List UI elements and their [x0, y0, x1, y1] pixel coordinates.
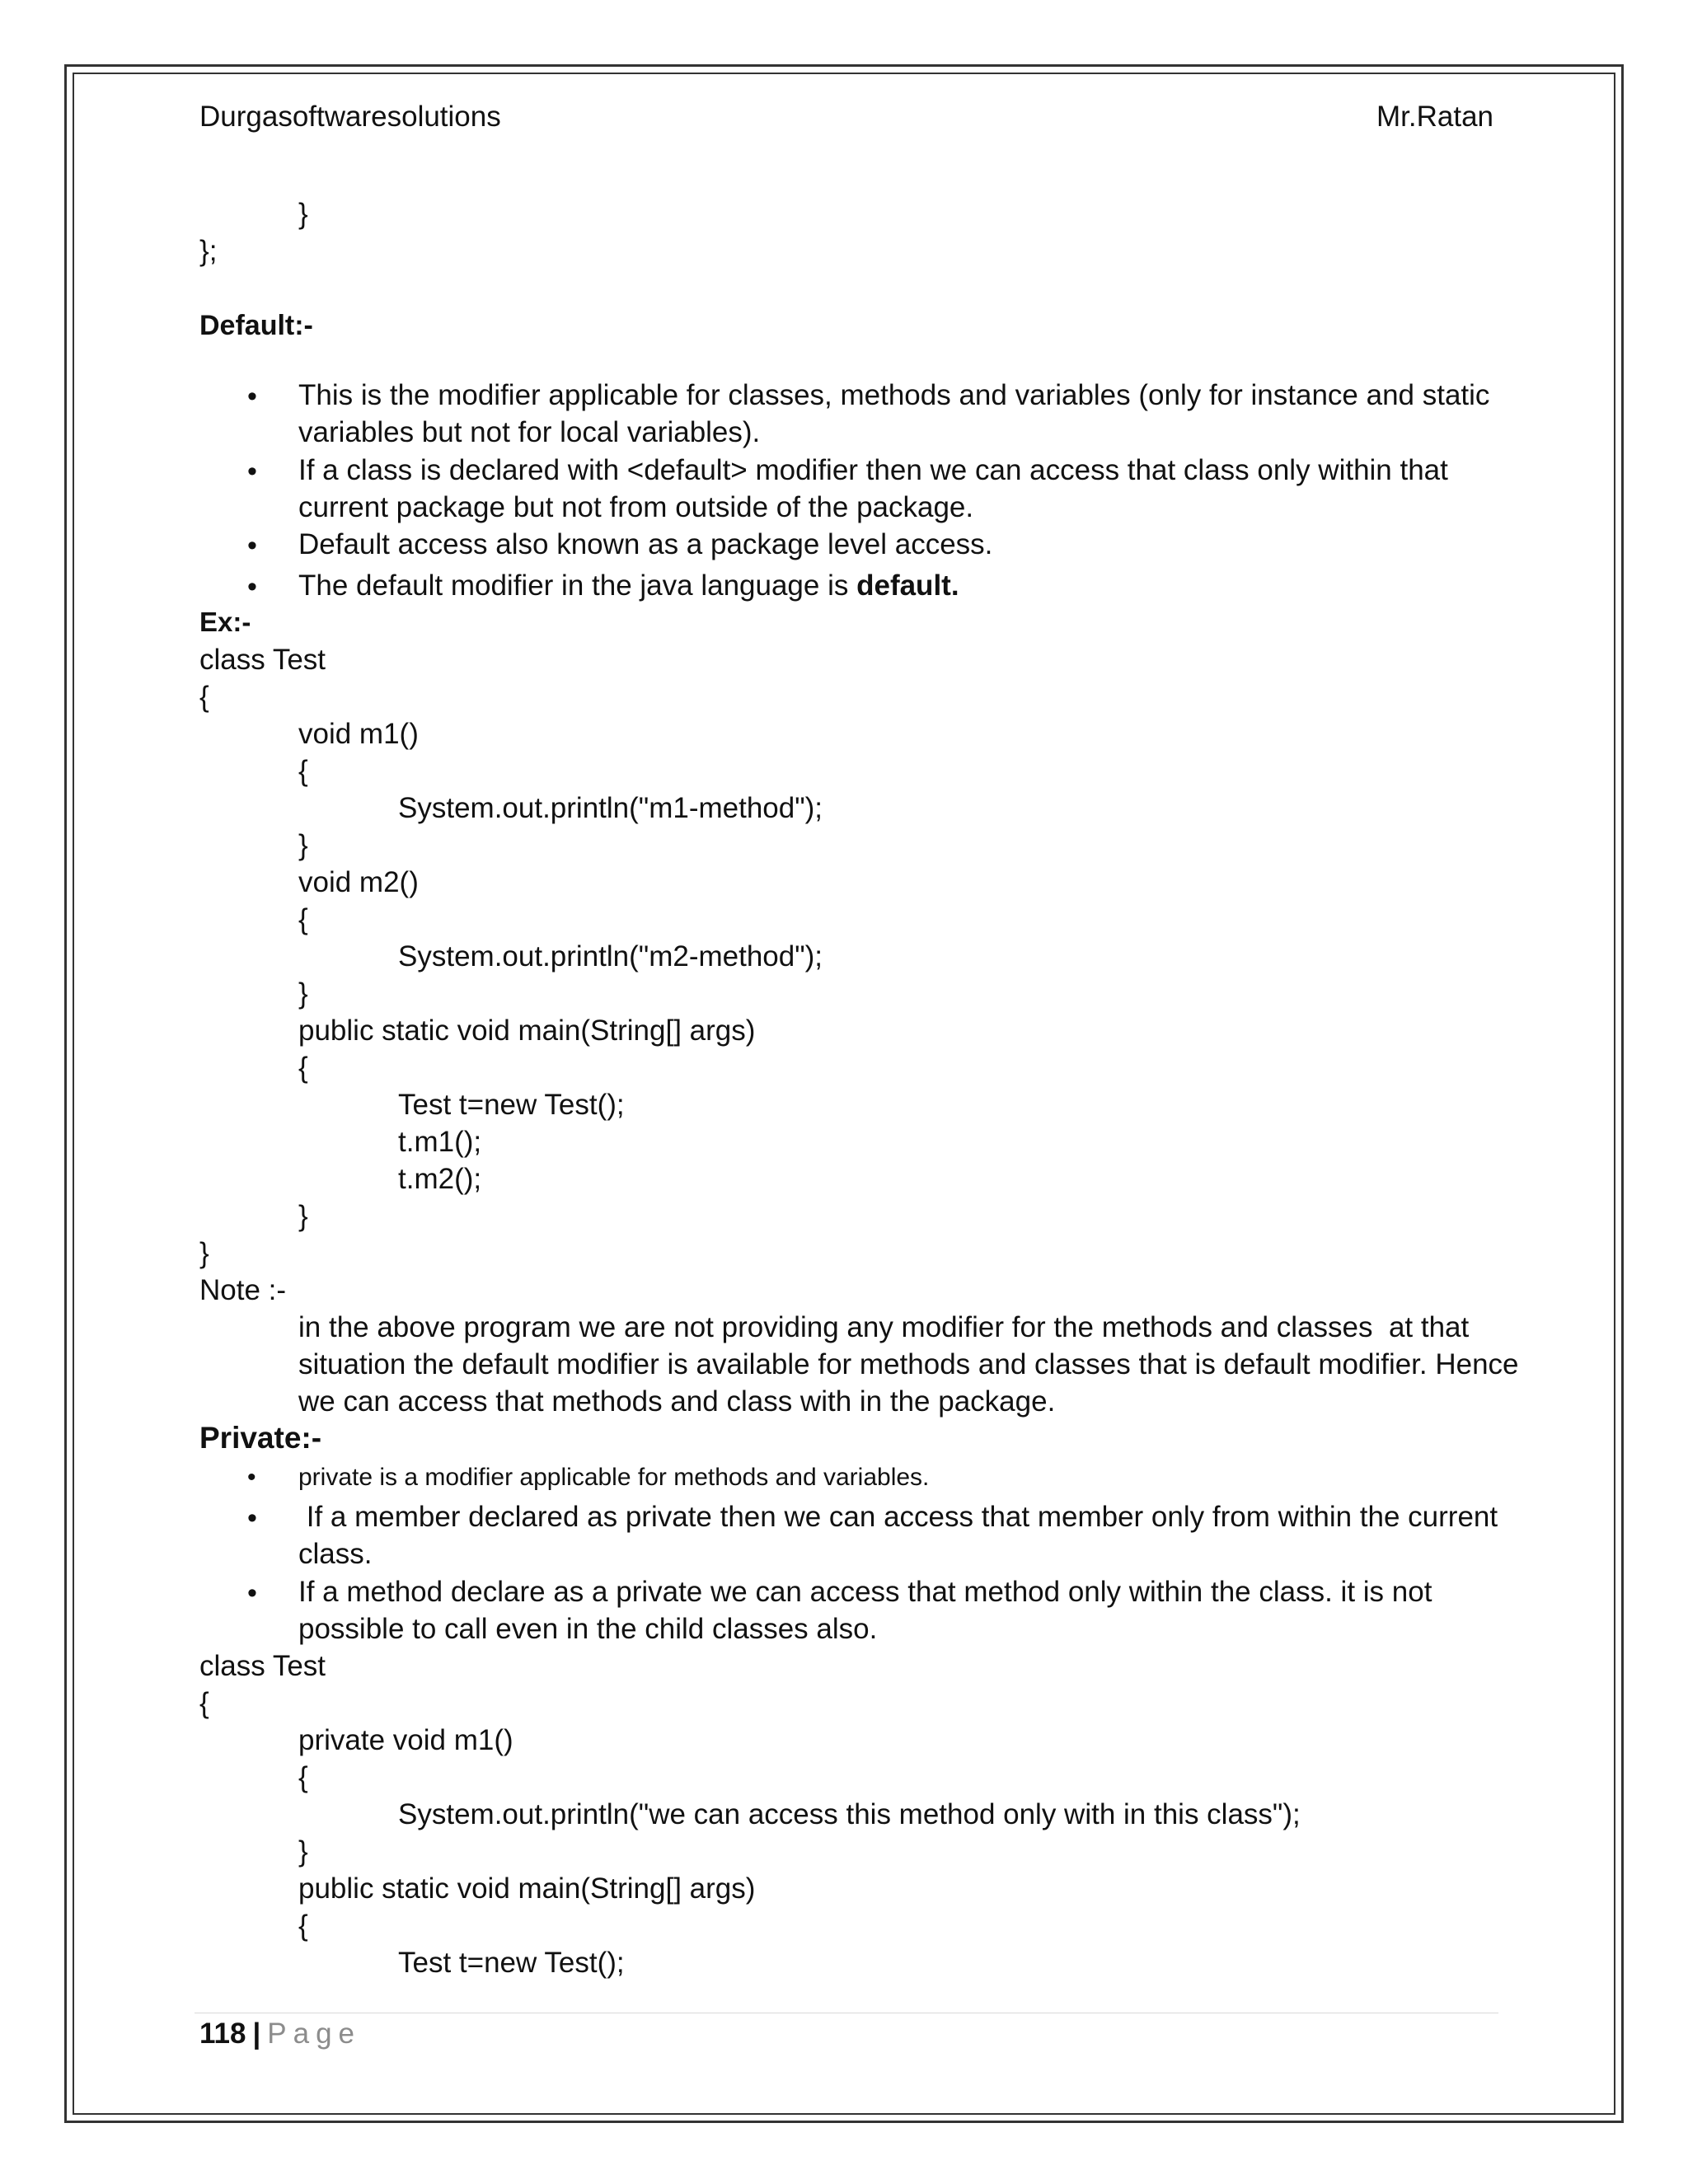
bullet-marker	[247, 571, 257, 603]
bullet-text: If a member declared as private then we can access that member only from within the current	[298, 1501, 1498, 1533]
bullet-text: private is a modifier applicable for methods and variables.	[298, 1464, 930, 1491]
code-line: };	[199, 235, 218, 267]
code-line: {	[298, 903, 308, 935]
bullet-marker	[247, 1464, 256, 1492]
code-line: t.m2();	[398, 1163, 482, 1195]
bullet-text: If a method declare as a private we can access that method only within the class. it is not	[298, 1576, 1432, 1608]
code-line: {	[298, 1761, 308, 1793]
code-line: }	[298, 829, 308, 861]
code-line: {	[298, 755, 308, 787]
code-line: public static void main(String[] args)	[298, 1015, 756, 1047]
code-line: class Test	[199, 644, 326, 676]
code-line: {	[199, 1687, 209, 1719]
note-text: we can access that methods and class with in the package.	[298, 1385, 1056, 1418]
bullet-text: class.	[298, 1538, 373, 1570]
code-line: System.out.println("m2-method");	[398, 940, 823, 972]
section-heading-default: Default:-	[199, 310, 313, 341]
code-line: private void m1()	[298, 1724, 513, 1756]
page-footer	[199, 2018, 361, 2050]
footer-separator: |	[252, 2018, 261, 2050]
code-line: System.out.println("we can access this method only with in this class");	[398, 1798, 1301, 1830]
code-line: }	[298, 198, 308, 230]
example-label: Ex:-	[199, 607, 251, 637]
code-line: void m2()	[298, 866, 419, 898]
bullet-text: The default modifier in the java language is default.	[298, 569, 959, 602]
bullet-text: If a class is declared with <default> modifier then we can access that class only within that	[298, 454, 1448, 486]
note-label: Note :-	[199, 1274, 287, 1306]
note-text: situation the default modifier is available for methods and classes that is default modifier. Hence	[298, 1348, 1519, 1380]
bullet-marker	[247, 530, 257, 562]
code-line: }	[298, 977, 308, 1010]
bullet-text: possible to call even in the child classes also.	[298, 1613, 878, 1645]
section-heading-private: Private:-	[199, 1421, 322, 1455]
bold-default-word: default.	[856, 569, 959, 602]
code-line: t.m1();	[398, 1126, 482, 1158]
code-line: }	[298, 1835, 308, 1868]
note-text: in the above program we are not providing any modifier for the methods and classes at that	[298, 1311, 1470, 1343]
bullet-text: variables but not for local variables).	[298, 416, 761, 448]
code-line: System.out.println("m1-method");	[398, 792, 823, 824]
page-label: Page	[267, 2018, 362, 2050]
code-line: Test t=new Test();	[398, 1089, 625, 1121]
bullet-text: This is the modifier applicable for classes, methods and variables (only for instance and static	[298, 379, 1490, 411]
code-line: }	[298, 1200, 308, 1232]
bullet-marker	[247, 381, 257, 413]
code-line: }	[199, 1237, 209, 1269]
page-number: 118	[199, 2018, 246, 2050]
code-line: {	[298, 1052, 308, 1084]
bullet-marker	[247, 456, 257, 488]
code-line: public static void main(String[] args)	[298, 1872, 756, 1905]
code-line: class Test	[199, 1650, 326, 1682]
header-company: Durgasoftwaresolutions	[199, 101, 501, 133]
code-line: {	[298, 1910, 308, 1942]
bullet-text: Default access also known as a package level access.	[298, 528, 993, 560]
bullet-marker	[247, 1502, 257, 1535]
bullet-text: current package but not from outside of the package.	[298, 491, 974, 523]
bullet-marker	[247, 1577, 257, 1610]
code-line: Test t=new Test();	[398, 1947, 625, 1979]
header-author: Mr.Ratan	[1376, 101, 1493, 133]
code-line: {	[199, 681, 209, 713]
code-line: void m1()	[298, 718, 419, 750]
